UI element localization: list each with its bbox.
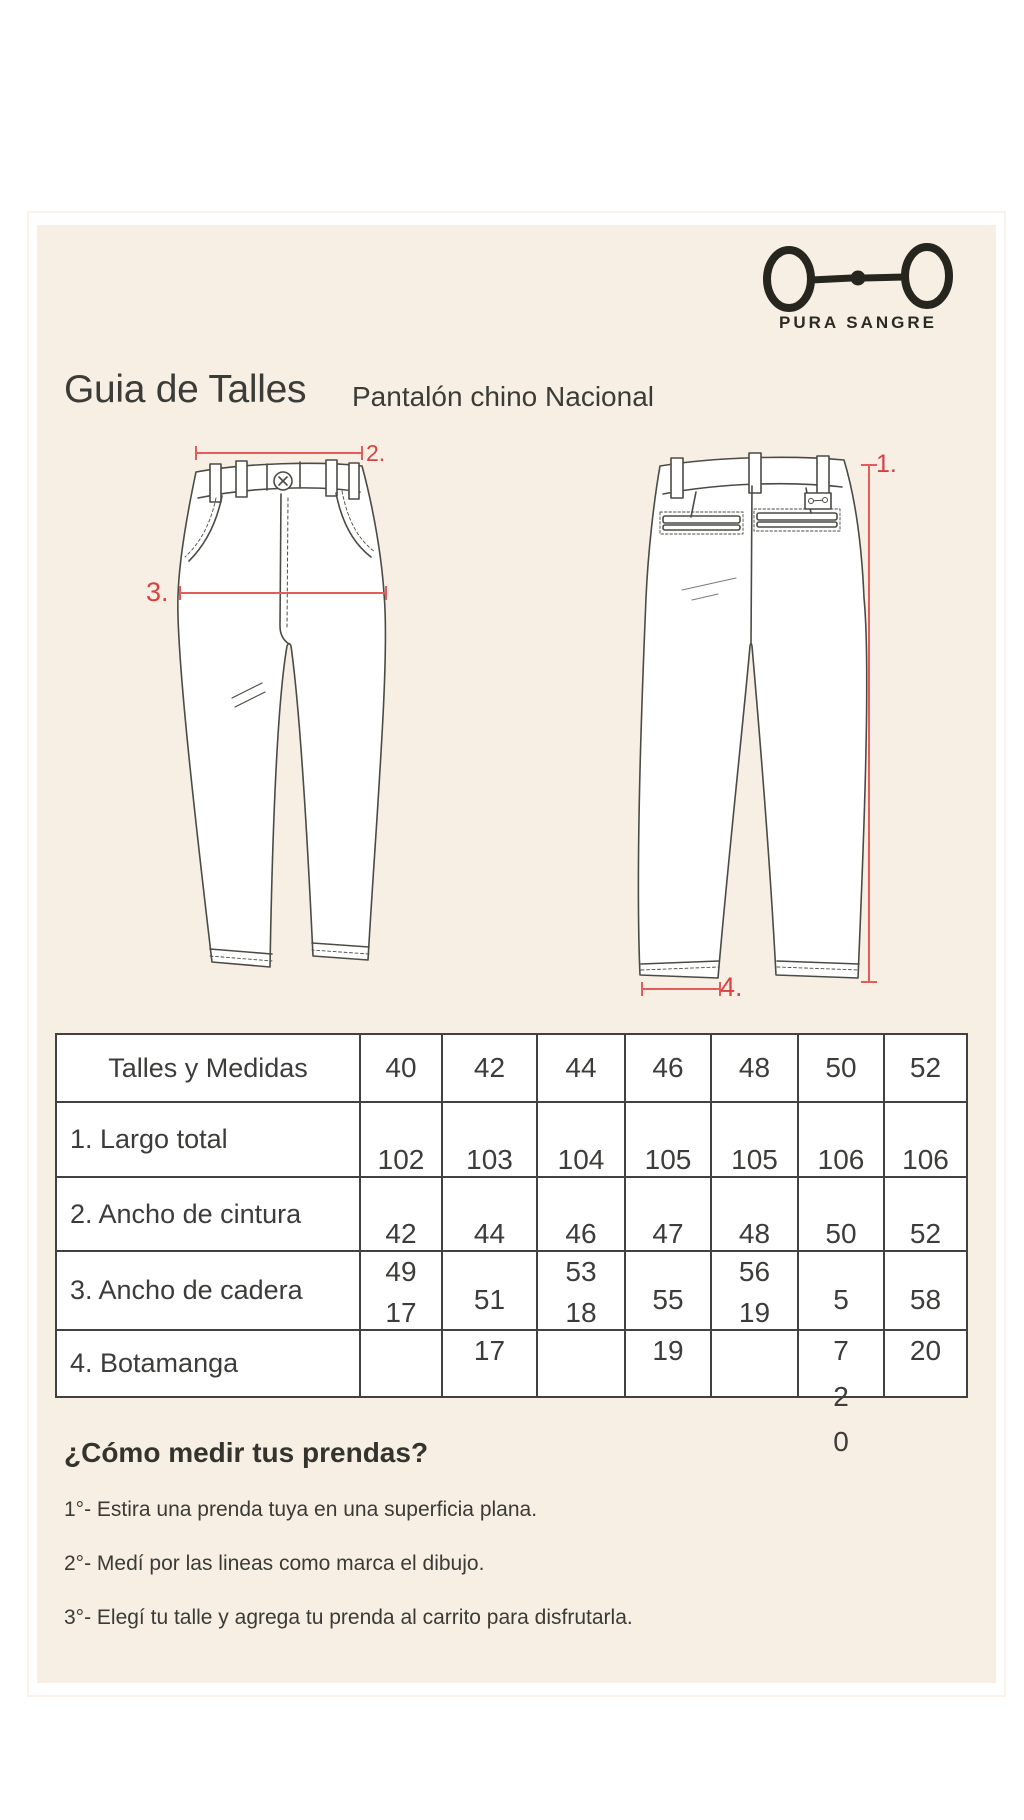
value-cell bbox=[884, 1102, 967, 1177]
cell-value: 17 bbox=[473, 1335, 506, 1366]
value-cell bbox=[360, 1251, 442, 1330]
value-cell bbox=[625, 1102, 711, 1177]
cell-value: 49 bbox=[385, 1256, 417, 1287]
value-cell bbox=[442, 1102, 537, 1177]
size-header-cell: 48 bbox=[711, 1034, 798, 1102]
cell-value: 53 bbox=[565, 1256, 597, 1287]
value-cell bbox=[537, 1177, 625, 1251]
value-cell bbox=[625, 1330, 711, 1397]
value-cell bbox=[442, 1330, 537, 1397]
cell-value: 102 bbox=[377, 1144, 425, 1175]
measure-label-3: 3. bbox=[146, 577, 169, 607]
value-cell bbox=[625, 1177, 711, 1251]
value-cell bbox=[360, 1330, 442, 1397]
size-header-cell: 50 bbox=[798, 1034, 884, 1102]
pants-front-diagram bbox=[150, 430, 400, 1000]
page-title: Guia de Talles bbox=[64, 368, 307, 411]
value-cell bbox=[798, 1102, 884, 1177]
cell-value: 42 bbox=[385, 1218, 417, 1249]
instruction-item: 3°- Elegí tu talle y agrega tu prenda al carrito para disfrutarla. bbox=[64, 1606, 633, 1629]
row-label-cell: 1. Largo total bbox=[56, 1102, 360, 1177]
row-label-cell: 2. Ancho de cintura bbox=[56, 1177, 360, 1251]
value-cell bbox=[360, 1102, 442, 1177]
front-button bbox=[274, 472, 292, 490]
measure-label-2: 2. bbox=[366, 440, 386, 466]
instructions-list bbox=[64, 1496, 764, 1658]
value-cell bbox=[537, 1102, 625, 1177]
value-cell bbox=[442, 1251, 537, 1330]
value-cell bbox=[798, 1251, 884, 1330]
instructions-heading: ¿Cómo medir tus prendas? bbox=[64, 1437, 429, 1468]
measure-label-1: 1. bbox=[876, 450, 897, 478]
cell-value: 55 bbox=[652, 1284, 684, 1315]
cell-value: 0 bbox=[833, 1426, 849, 1457]
size-header-cell: 52 bbox=[884, 1034, 967, 1102]
cell-value: 58 bbox=[909, 1284, 942, 1315]
row-label-cell: 4. Botamanga bbox=[56, 1330, 360, 1397]
cell-value: 51 bbox=[473, 1284, 506, 1315]
value-cell bbox=[360, 1177, 442, 1251]
cell-value: 48 bbox=[738, 1218, 771, 1249]
bit-joint bbox=[851, 271, 866, 286]
cell-value: 106 bbox=[817, 1144, 865, 1175]
table-row bbox=[56, 1251, 967, 1330]
bit-logo-icon bbox=[755, 238, 961, 314]
cell-value: 18 bbox=[565, 1297, 597, 1328]
value-cell bbox=[537, 1330, 625, 1397]
size-header-cell: 44 bbox=[537, 1034, 625, 1102]
table-row bbox=[56, 1102, 967, 1177]
cell-value: 50 bbox=[825, 1218, 857, 1249]
instruction-item: 2°- Medí por las lineas como marca el dibujo. bbox=[64, 1552, 485, 1575]
cell-value: 7 bbox=[833, 1335, 849, 1366]
measure-line-4 bbox=[642, 982, 720, 996]
value-cell bbox=[798, 1330, 884, 1457]
back-pants-outline bbox=[638, 453, 866, 978]
row-label-cell: 3. Ancho de cadera bbox=[56, 1251, 360, 1330]
value-cell bbox=[711, 1251, 798, 1330]
cell-value: 103 bbox=[466, 1144, 513, 1175]
value-cell bbox=[537, 1251, 625, 1330]
back-center-seam bbox=[751, 486, 752, 643]
value-cell bbox=[711, 1177, 798, 1251]
cell-value: 56 bbox=[738, 1256, 771, 1287]
cell-value: 44 bbox=[473, 1218, 506, 1249]
value-cell bbox=[711, 1102, 798, 1177]
size-header-cell: 46 bbox=[625, 1034, 711, 1102]
cell-value: 104 bbox=[557, 1144, 605, 1175]
table-row bbox=[56, 1330, 967, 1397]
pants-back-diagram bbox=[630, 430, 890, 1015]
size-header-cell: 42 bbox=[442, 1034, 537, 1102]
cell-value: 46 bbox=[565, 1218, 597, 1249]
value-cell bbox=[884, 1330, 967, 1397]
size-header-cell: 40 bbox=[360, 1034, 442, 1102]
value-cell bbox=[625, 1251, 711, 1330]
page-subtitle: Pantalón chino Nacional bbox=[352, 381, 654, 412]
front-pants-outline bbox=[178, 460, 386, 967]
header-label-cell: Talles y Medidas bbox=[56, 1034, 360, 1102]
value-cell bbox=[442, 1177, 537, 1251]
value-cell bbox=[711, 1330, 798, 1397]
brand-patch bbox=[805, 493, 831, 509]
value-cell bbox=[884, 1251, 967, 1330]
cell-value: 47 bbox=[652, 1218, 684, 1249]
cell-value: 105 bbox=[731, 1144, 778, 1175]
table-row bbox=[56, 1177, 967, 1251]
cell-value: 20 bbox=[909, 1335, 942, 1366]
measure-label-4: 4. bbox=[720, 972, 743, 1002]
cell-value: 19 bbox=[738, 1297, 771, 1328]
cell-value: 19 bbox=[652, 1335, 684, 1366]
measure-line-2 bbox=[196, 446, 362, 460]
table-header-row bbox=[56, 1034, 967, 1102]
cell-value: 105 bbox=[644, 1144, 692, 1175]
value-cell bbox=[798, 1177, 884, 1251]
cell-value: 17 bbox=[385, 1297, 417, 1328]
cell-value: 5 bbox=[833, 1284, 849, 1315]
instruction-item: 1°- Estira una prenda tuya en una superficia plana. bbox=[64, 1498, 538, 1521]
cell-value: 106 bbox=[902, 1144, 949, 1175]
brand-name: PURA SANGRE bbox=[779, 313, 937, 332]
cell-value: 2 bbox=[833, 1381, 849, 1412]
cell-value: 52 bbox=[909, 1218, 942, 1249]
value-cell bbox=[884, 1177, 967, 1251]
